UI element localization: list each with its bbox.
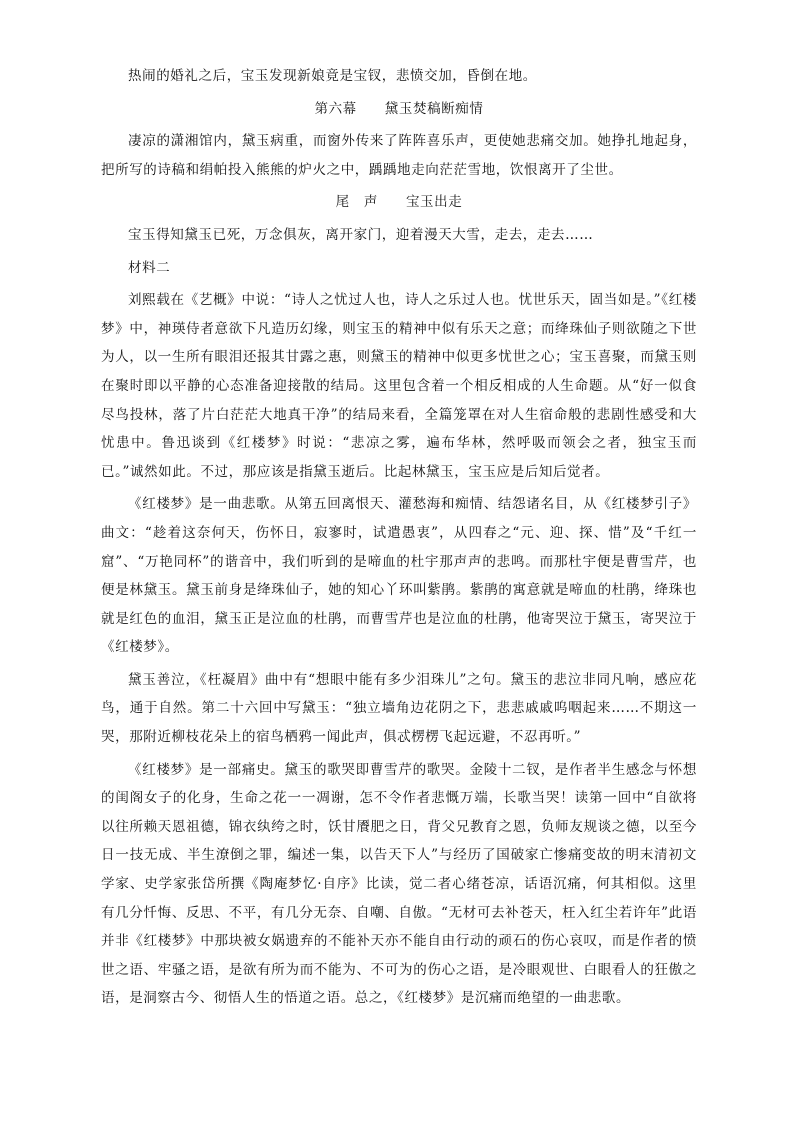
material-two-label: 材料二: [128, 259, 171, 276]
document-body: [101, 62, 697, 1017]
act-six-heading: [101, 95, 697, 124]
paragraph-baoyu-leaves: 宝玉得知黛玉已死，万念俱灰，离开家门，迎着漫天大雪，走去，走去……: [128, 226, 594, 243]
paragraph-daiyu-weeps: 黛玉善泣，《枉凝眉》曲中有“想眼中能有多少泪珠儿”之句。黛玉的悲泣非同凡响，感应花鸟，通于自然。第二十六回中写黛玉：“独立墙角边花阴之下，悲悲戚戚呜咽起来……不期这一哭，那附近柳枝花朵上的宿鸟栖鸦一闻此声，俱忒楞楞飞起远避，不忍再听。”: [101, 671, 697, 746]
paragraph-liu-xizai-quote: 刘熙载在《艺概》中说：“诗人之忧过人也，诗人之乐过人也。忧世乐天，固当如是。”《红楼梦》中，神瑛侍者意欲下凡造历幻缘，则宝玉的精神中似有乐天之意；而绛珠仙子则欲随之下世为人，以一生所有眼泪还报其甘露之惠，则黛玉的精神中似更多忧世之心；宝玉喜聚，而黛玉则在聚时即以平静的心态准备迎接散的结局。这里包含着一个相反相成的人生命题。从“好一似食尽鸟投林，落了片白茫茫大地真干净”的结局来看，全篇笼罩在对人生宿命般的悲剧性感受和大忧患中。鲁迅谈到《红楼梦》时说：“悲凉之雾，遍布华林，然呼吸而领会之者，独宝玉而已。”诚然如此。不过，那应该是指黛玉逝后。比起林黛玉，宝玉应是后知后觉者。: [101, 292, 697, 480]
epilogue-label: 尾 声: [335, 194, 378, 211]
paragraph-sad-song: 《红楼梦》是一曲悲歌。从第五回离恨天、灌愁海和痴情、结怨诸名目，从《红楼梦引子》曲文：“趁着这奈何天，伤怀日，寂寥时，试遣愚衷”，从四春之“元、迎、探、惜”及“千红一窟”、“万艳同杯”的谐音中，我们听到的是啼血的杜宇那声声的悲鸣。而那杜宇便是曹雪芹，也便是林黛玉。黛玉前身是绛珠仙子，她的知心丫环叫紫鹃。紫鹃的寓意就是啼血的杜鹃，绛珠也就是红色的血泪，黛玉正是泣血的杜鹃，而曹雪芹也是泣血的杜鹃，他寄哭泣于黛玉，寄哭泣于《红楼梦》。: [101, 496, 697, 656]
paragraph-painful-history: 《红楼梦》是一部痛史。黛玉的歌哭即曹雪芹的歌哭。金陵十二钗，是作者半生感念与怀想的闺阁女子的化身，生命之花一一凋谢，怎不令作者悲慨万端，长歌当哭！读第一回中“自欲将以往所赖天恩祖德，锦衣纨绔之时，饫甘餍肥之日，背父兄教育之恩，负师友规谈之德，以至今日一技无成、半生潦倒之罪，编述一集，以告天下人”与经历了国破家亡惨痛变故的明末清初文学家、史学家张岱所撰《陶庵梦忆·自序》比读，觉二者心绪苍凉，话语沉痛，何其相似。这里有几分忏悔、反思、不平，有几分无奈、自嘲、自傲。“无材可去补苍天，枉入红尘若许年”此语并非《红楼梦》中那块被女娲遗弃的不能补天亦不能自由行动的顽石的伤心哀叹，而是作者的愤世之语、牢骚之语，是欲有所为而不能为、不可为的伤心之语，是冷眼观世、白眼看人的狂傲之语，是洞察古今、彻悟人生的悟道之语。总之，《红楼梦》是沉痛而绝望的一曲悲歌。: [101, 761, 697, 1007]
act-six-title: 黛玉焚稿断痴情: [384, 100, 484, 117]
act-six-number: 第六幕: [314, 100, 357, 117]
epilogue-title: 宝玉出走: [405, 194, 463, 211]
paragraph-wedding-aftermath: 热闹的婚礼之后，宝玉发现新娘竟是宝钗，悲愤交加，昏倒在地。: [128, 68, 537, 84]
paragraph-daiyu-burns-manuscripts: 凄凉的潇湘馆内，黛玉病重，而窗外传来了阵阵喜乐声，更使她悲痛交加。她挣扎地起身，把所写的诗稿和绢帕投入熊熊的炉火之中，踽踽地走向茫茫雪地，饮恨离开了尘世。: [101, 133, 697, 178]
epilogue-heading: [101, 188, 697, 217]
